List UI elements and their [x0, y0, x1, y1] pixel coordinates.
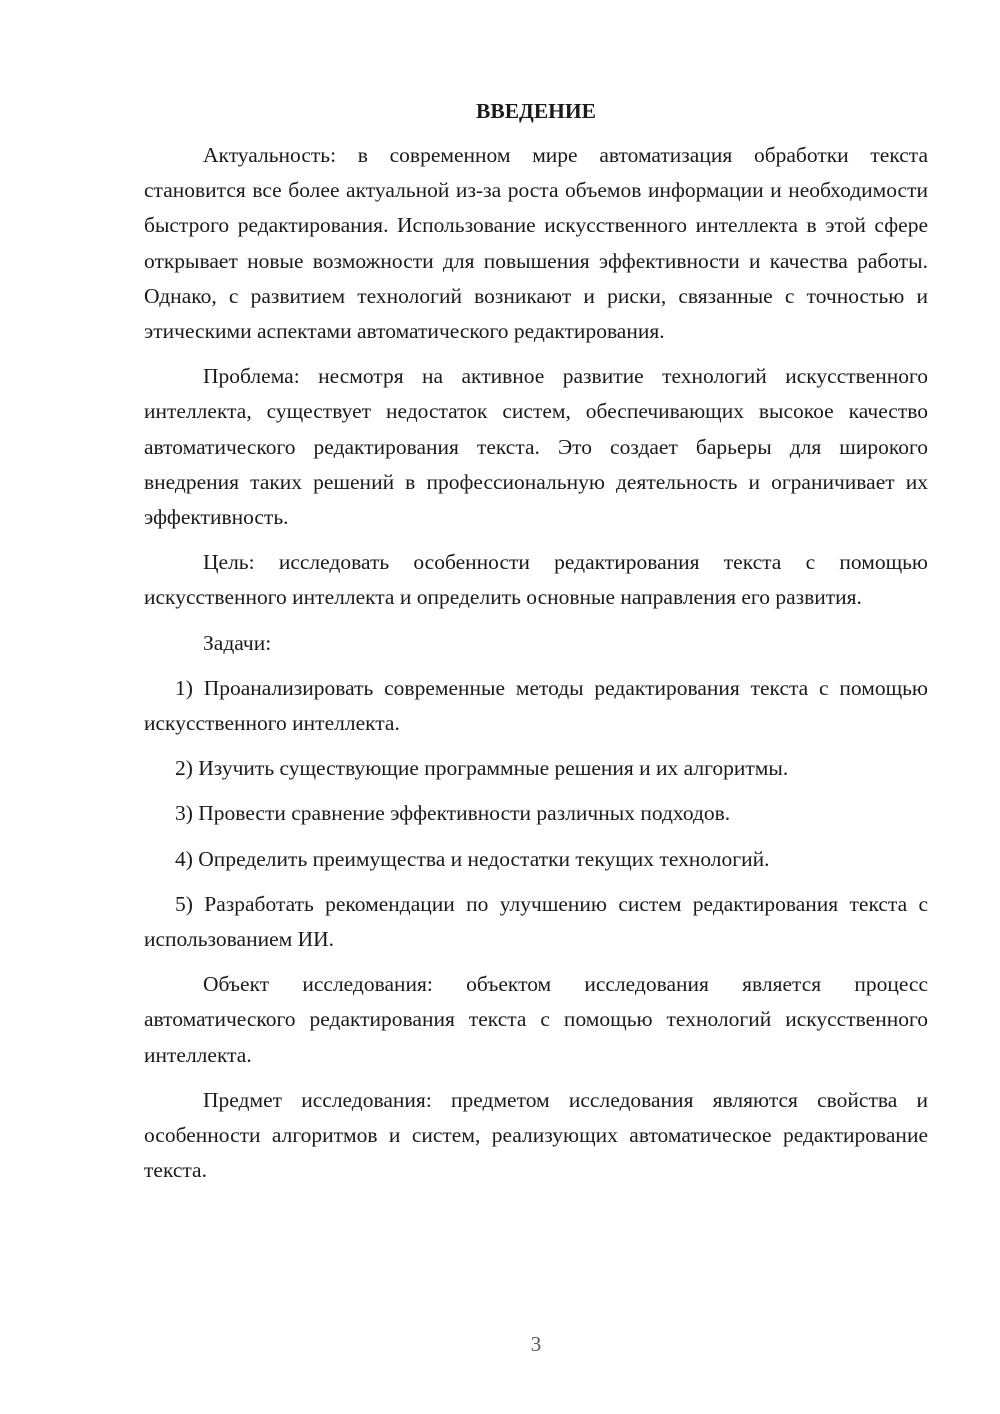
paragraph-object: Объект исследования: объектом исследования является процесс автоматического редактирования текста с помощью технологий искусственного интеллекта.	[144, 972, 928, 1067]
paragraph-goal: Цель: исследовать особенности редактирования текста с помощью искусственного интеллекта и определить основные направления его развития.	[144, 550, 928, 610]
paragraph-relevance: Актуальность: в современном мире автоматизация обработки текста становится все более актуальной из-за роста объемов информации и необходимости быстрого редактирования. Использование искусственного интеллекта в этой сфере открывает новые возможности для повышения эффективности и качества работы. Однако, с развитием технологий возникают и риски, связанные с точностью и этическими аспектами автоматического редактирования.	[144, 143, 928, 344]
paragraph-problem: Проблема: несмотря на активное развитие технологий искусственного интеллекта, существует недостаток систем, обеспечивающих высокое качество автоматического редактирования текста. Это создает барьеры для широкого внедрения таких решений в профессиональную деятельность и ограничивает их эффективность.	[144, 364, 928, 530]
task-item: 1) Проанализировать современные методы редактирования текста с помощью искусственного интеллекта.	[144, 675, 928, 736]
document-page	[144, 92, 928, 1198]
task-item: 3) Провести сравнение эффективности различных подходов.	[175, 801, 731, 826]
tasks-list	[144, 671, 928, 957]
page-title: ВВЕДЕНИЕ	[476, 99, 596, 123]
page-number: 3	[530, 1332, 542, 1356]
task-item: 5) Разработать рекомендации по улучшению систем редактирования текста с использованием ИИ.	[144, 891, 928, 952]
task-item: 4) Определить преимущества и недостатки текущих технологий.	[175, 846, 770, 871]
task-item: 2) Изучить существующие программные решения и их алгоритмы.	[175, 756, 789, 781]
paragraph-subject: Предмет исследования: предметом исследования являются свойства и особенности алгоритмов и систем, реализующих автоматическое редактирование текста.	[144, 1087, 928, 1183]
tasks-label: Задачи:	[203, 630, 272, 655]
